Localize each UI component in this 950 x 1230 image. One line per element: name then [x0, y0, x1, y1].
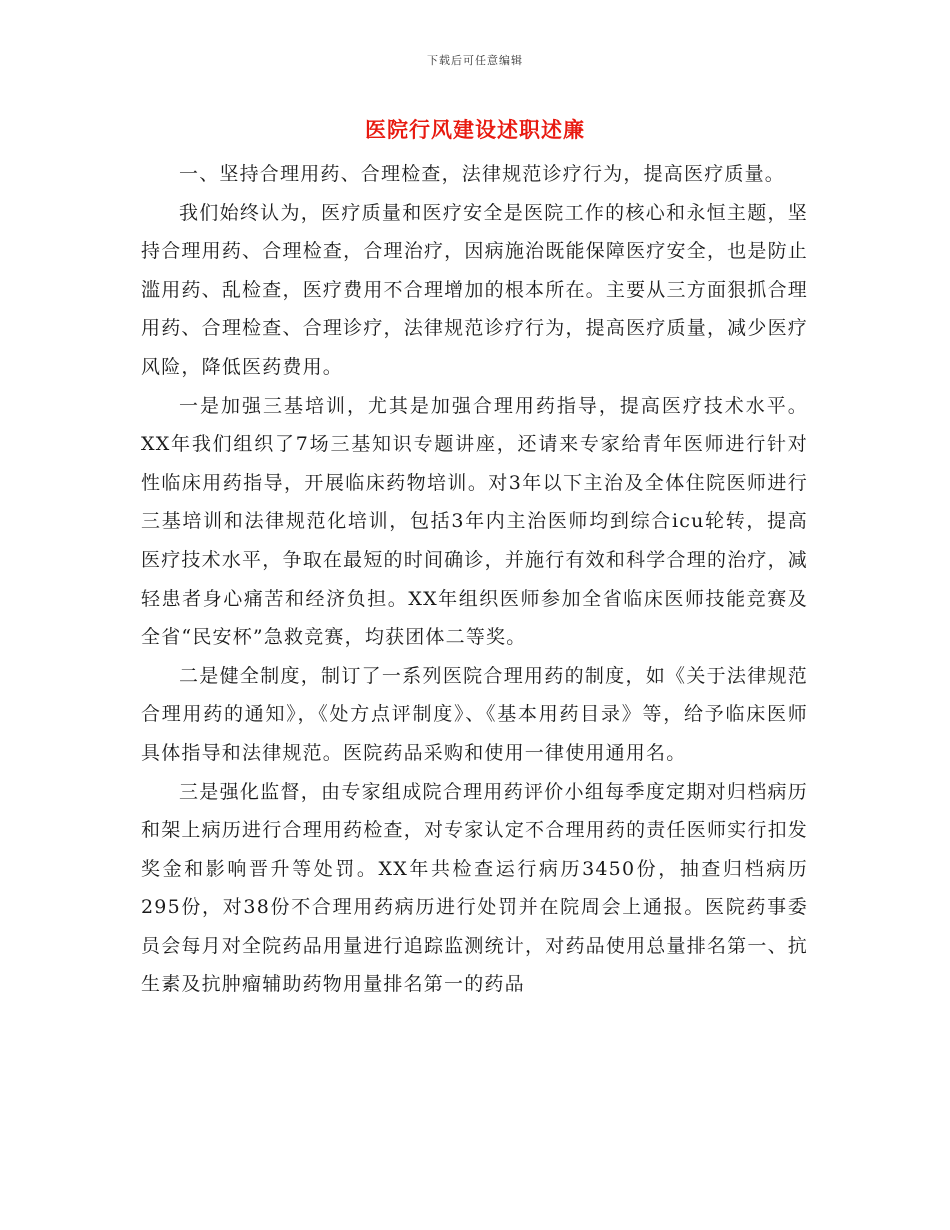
document-title: 医院行风建设述职述廉 [365, 117, 585, 142]
paragraph-supervision: 三是强化监督，由专家组成院合理用药评价小组每季度定期对归档病历和架上病历进行合理用药检查，对专家认定不合理用药的责任医师实行扣发奖金和影响晋升等处罚。XX年共检查运行病历3450份，抽查归档病历295份，对38份不合理用药病历进行处罚并在院周会上通报。医院药事委员会每月对全院药品用量进行追踪监测统计，对药品使用总量排名第一、抗生素及抗肿瘤辅助药物用量排名第一的药品 [141, 780, 808, 996]
paragraph-regulations: 二是健全制度，制订了一系列医院合理用药的制度，如《关于法律规范合理用药的通知》，《处方点评制度》、《基本用药目录》等，给予临床医师具体指导和法律规范。医院药品采购和使用一律使用通用名。 [141, 664, 808, 764]
page-header-note: 下载后可任意编辑 [427, 54, 523, 67]
document-body [141, 155, 808, 1004]
paragraph-training: 一是加强三基培训，尤其是加强合理用药指导，提高医疗技术水平。XX年我们组织了7场三基知识专题讲座，还请来专家给青年医师进行针对性临床用药指导，开展临床药物培训。对3年以下主治及全体住院医师进行三基培训和法律规范化培训，包括3年内主治医师均到综合icu轮转，提高医疗技术水平，争取在最短的时间确诊，并施行有效和科学合理的治疗，减轻患者身心痛苦和经济负担。XX年组织医师参加全省临床医师技能竞赛及全省“民安杯”急救竞赛，均获团体二等奖。 [141, 394, 808, 649]
paragraph-intro: 我们始终认为，医疗质量和医疗安全是医院工作的核心和永恒主题，坚持合理用药、合理检查，合理治疗，因病施治既能保障医疗安全，也是防止滥用药、乱检查，医疗费用不合理增加的根本所在。主要从三方面狠抓合理用药、合理检查、合理诊疗，法律规范诊疗行为，提高医疗质量，减少医疗风险，降低医药费用。 [141, 201, 808, 378]
paragraph-section-heading: 一、坚持合理用药、合理检查，法律规范诊疗行为，提高医疗质量。 [179, 163, 786, 185]
